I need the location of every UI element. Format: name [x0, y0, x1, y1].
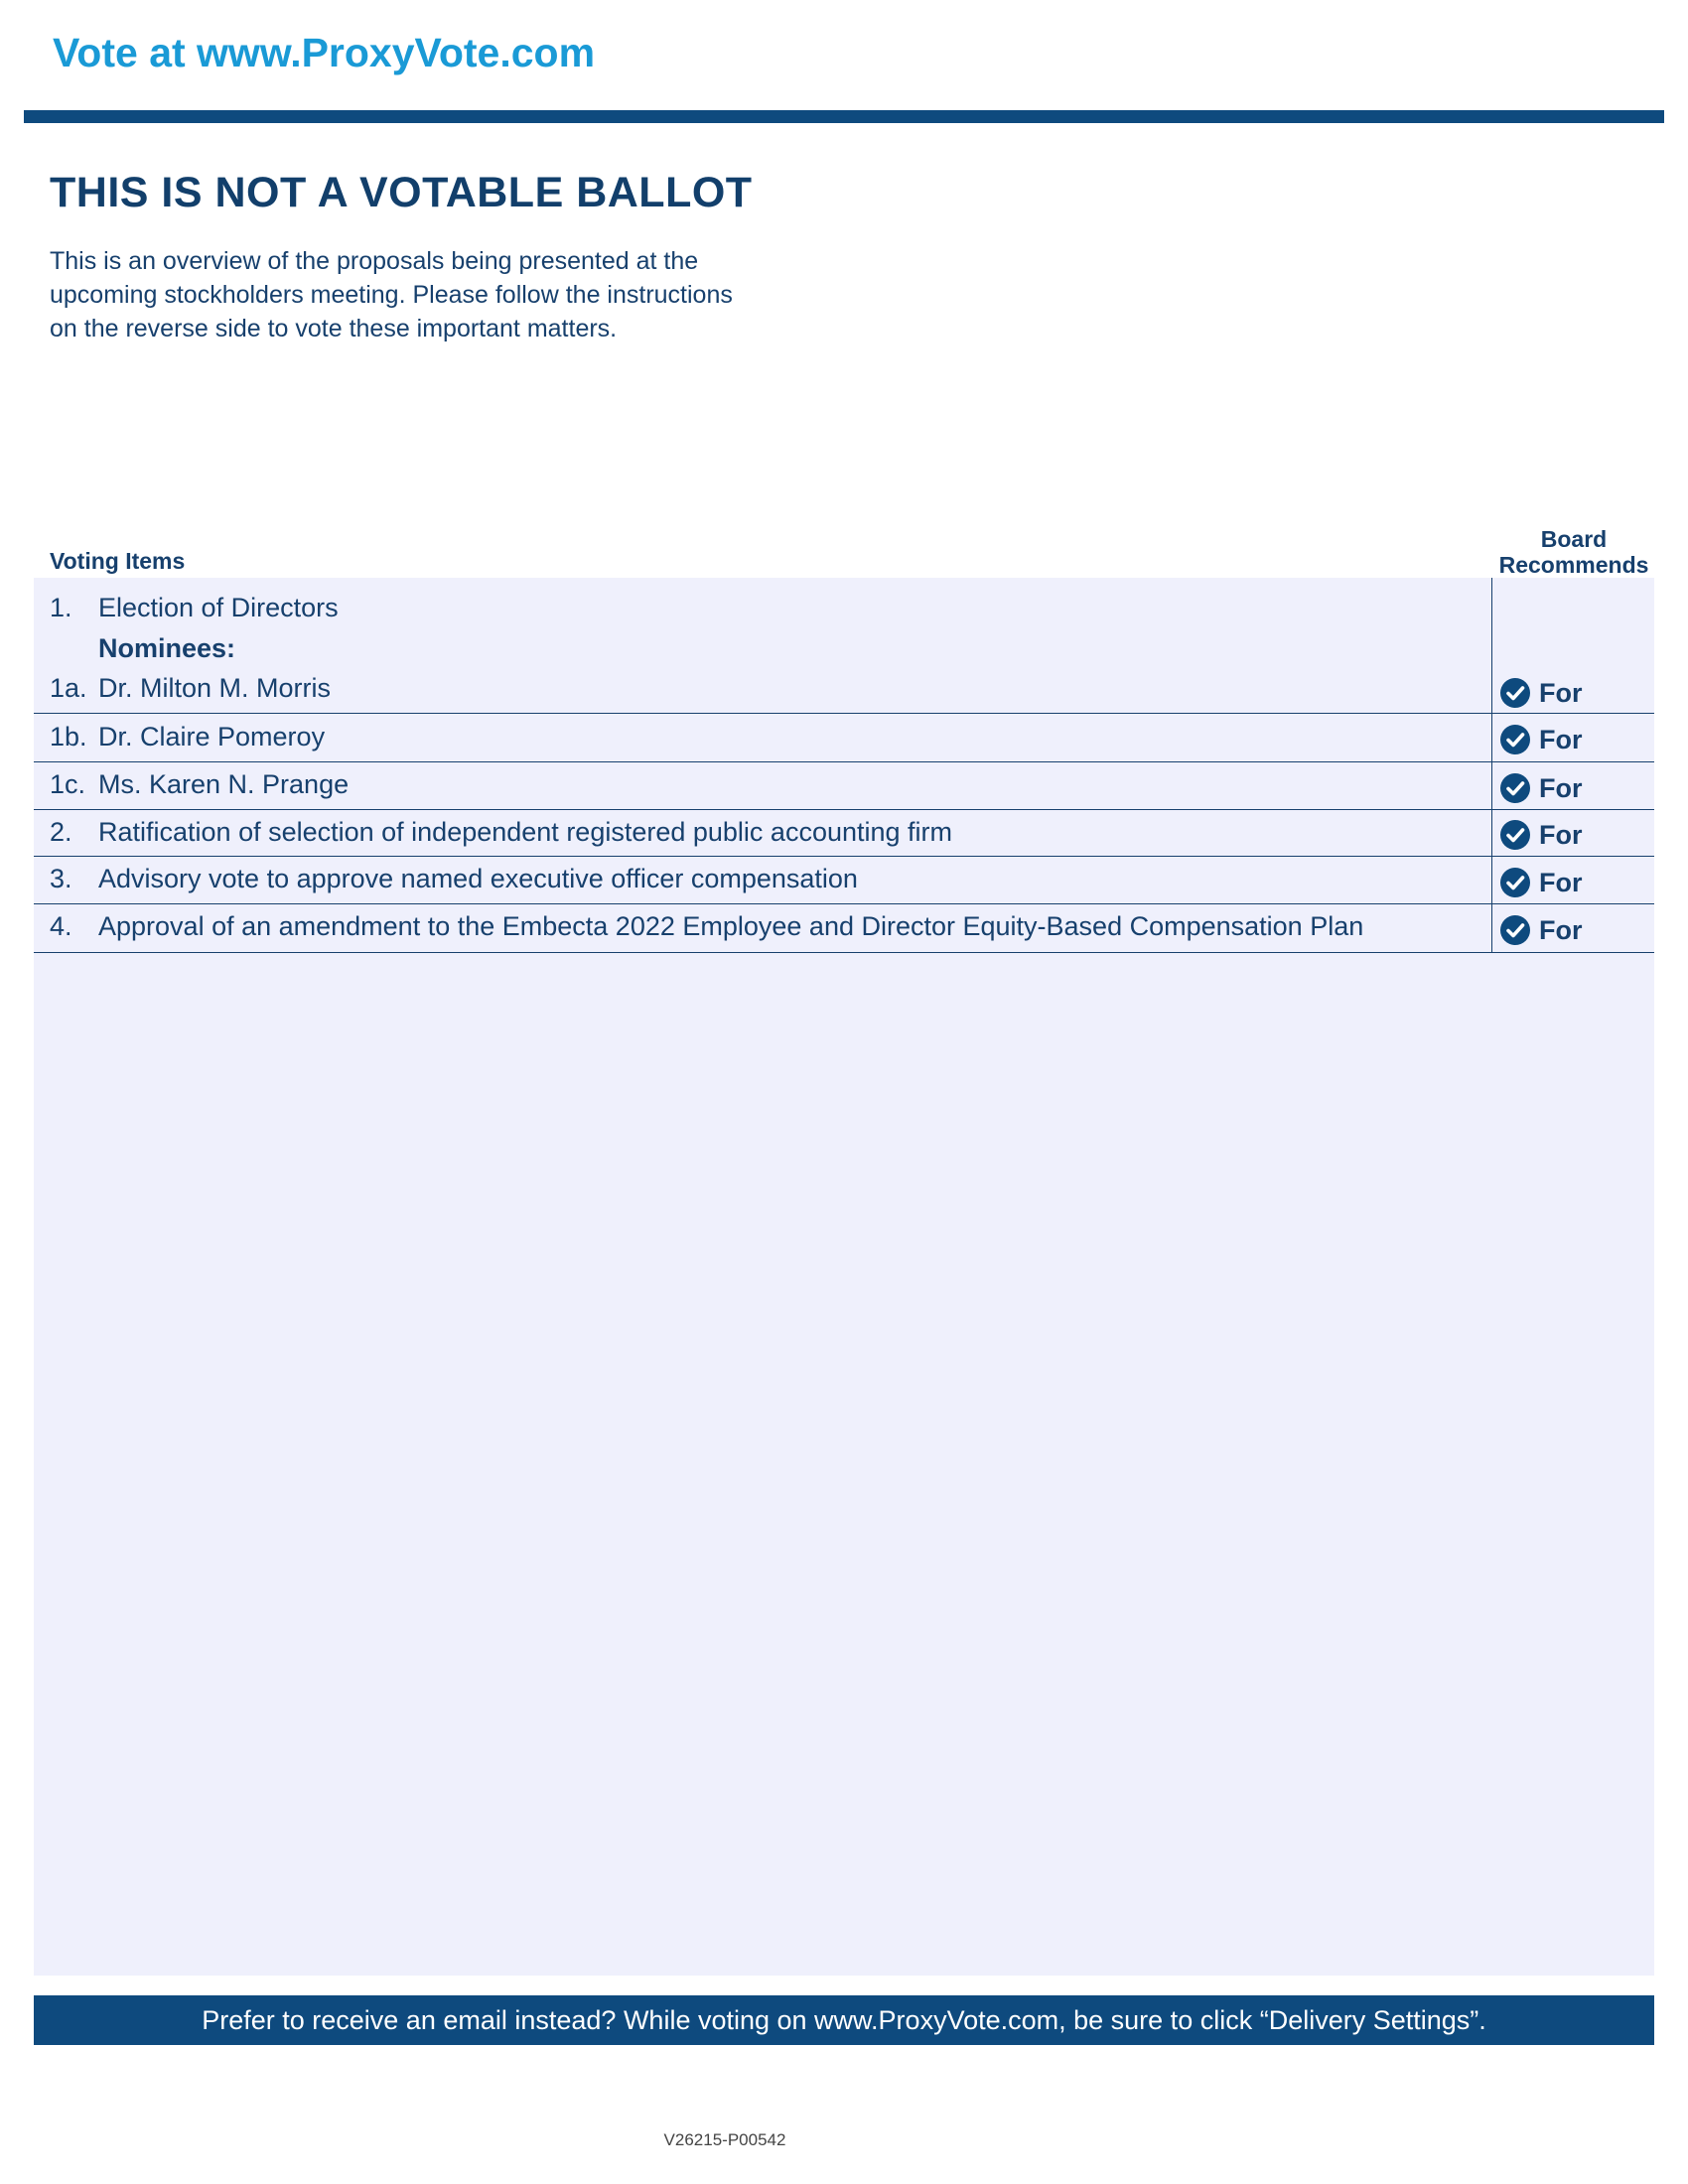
check-circle-icon	[1499, 677, 1531, 709]
intro-line: This is an overview of the proposals being presented at the	[50, 247, 699, 275]
intro-paragraph	[50, 244, 804, 345]
check-circle-icon	[1499, 724, 1531, 755]
item-number: 1a.	[50, 673, 87, 703]
recommendation	[1499, 867, 1583, 898]
banner-text: Prefer to receive an email instead? While voting on www.ProxyVote.com, be sure to click “Delivery Settings”.	[202, 2004, 1486, 2035]
row-divider	[34, 856, 1654, 857]
item-text: Dr. Milton M. Morris	[98, 673, 332, 703]
item-text: Ms. Karen N. Prange	[98, 769, 350, 799]
board-recommends-line1: Board	[1540, 526, 1608, 552]
page-title: THIS IS NOT A VOTABLE BALLOT	[50, 169, 753, 216]
email-delivery-banner	[34, 1995, 1654, 2045]
item-number: 1c.	[50, 769, 86, 799]
intro-line: on the reverse side to vote these important matters.	[50, 315, 618, 342]
item-text: Election of Directors	[98, 593, 339, 622]
row-divider	[34, 761, 1654, 762]
item-number: 4.	[50, 911, 72, 941]
recommendation-label: For	[1539, 724, 1583, 754]
recommendation-label: For	[1539, 914, 1583, 945]
voting-items-header: Voting Items	[50, 548, 186, 574]
check-circle-icon	[1499, 772, 1531, 804]
item-text: Dr. Claire Pomeroy	[98, 722, 326, 751]
board-recommends-line2: Recommends	[1498, 552, 1649, 578]
check-circle-icon	[1499, 914, 1531, 946]
row-divider	[34, 713, 1654, 714]
recommendation	[1499, 819, 1583, 851]
check-circle-icon	[1499, 867, 1531, 898]
item-text: Approval of an amendment to the Embecta 2022 Employee and Director Equity-Based Compensation Plan	[98, 911, 1364, 941]
item-number: 2.	[50, 817, 72, 847]
board-recommends-header	[1489, 526, 1658, 578]
item-text: Advisory vote to approve named executive officer compensation	[98, 864, 858, 893]
document-code: V26215-P00542	[663, 2130, 786, 2149]
header-rule	[24, 110, 1664, 123]
intro-line: upcoming stockholders meeting. Please follow the instructions	[50, 281, 733, 309]
nominees-label: Nominees:	[98, 633, 236, 663]
recommendation-label: For	[1539, 772, 1583, 803]
recommendation	[1499, 772, 1583, 804]
recommendation-label: For	[1539, 677, 1583, 708]
item-number: 1b.	[50, 722, 87, 751]
recommendation-label: For	[1539, 867, 1583, 897]
column-divider	[1491, 578, 1492, 953]
recommendation	[1499, 914, 1583, 946]
recommendation	[1499, 677, 1583, 709]
row-divider	[34, 809, 1654, 810]
row-divider	[34, 903, 1654, 904]
proxyvote-link[interactable]: Vote at www.ProxyVote.com	[53, 30, 596, 75]
row-divider	[34, 952, 1654, 953]
check-circle-icon	[1499, 819, 1531, 851]
recommendation	[1499, 724, 1583, 755]
item-number: 3.	[50, 864, 72, 893]
item-text: Ratification of selection of independent registered public accounting firm	[98, 817, 953, 847]
item-number: 1.	[50, 593, 72, 622]
recommendation-label: For	[1539, 819, 1583, 850]
